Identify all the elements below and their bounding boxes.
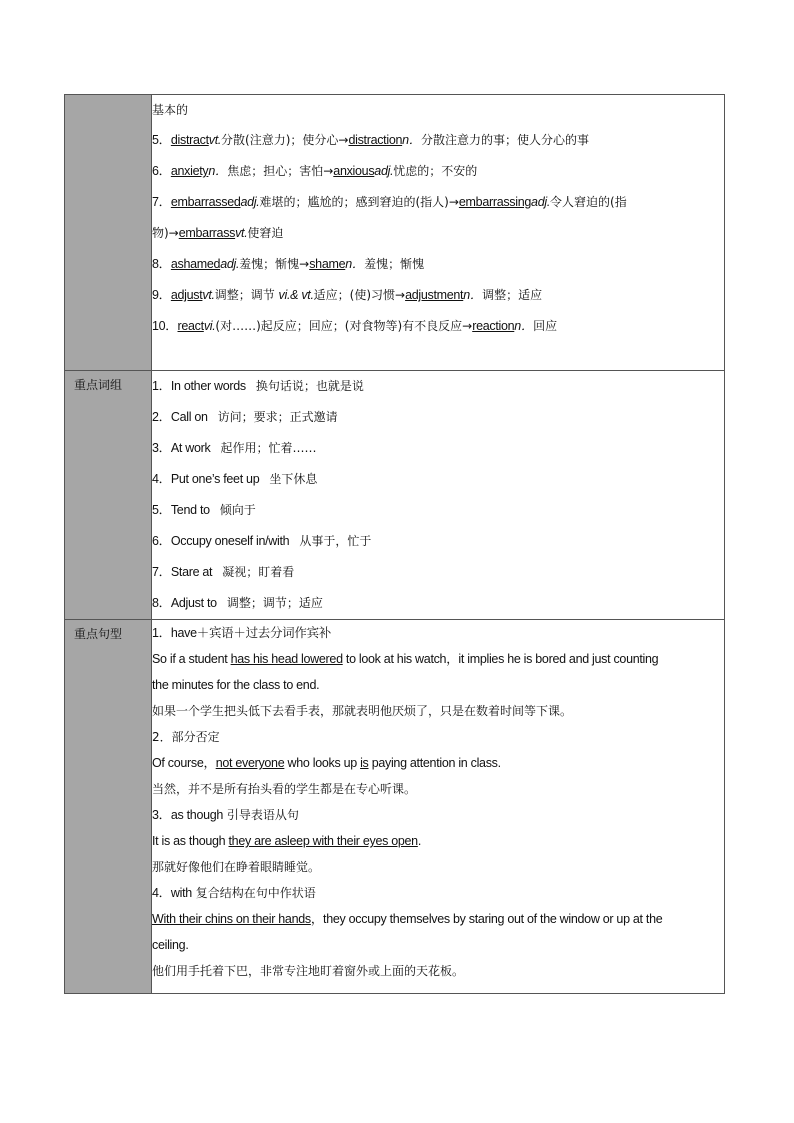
- phrase-en: Tend to: [170, 503, 210, 517]
- vocab-def: 分散(注意力)；使分心→: [221, 133, 349, 147]
- vocab-side-cell: [65, 95, 152, 371]
- vocab-derivative-pos: n．: [402, 133, 421, 147]
- vocab-derivative: distraction: [348, 133, 403, 147]
- vocab-cell: [152, 95, 725, 371]
- vocab-derivative-pos: adj.: [531, 195, 551, 209]
- vocab-item: [152, 249, 724, 280]
- phrase-cn: 起作用；忙着……: [220, 441, 317, 455]
- s3-title: 3．as though 引导表语从句: [152, 808, 299, 822]
- vocab-derivative-def: 分散注意力的事；使人分心的事: [421, 133, 590, 147]
- vocab-derivative-def: 羞愧；惭愧: [364, 257, 425, 271]
- phrase-en: Put one’s feet up: [170, 472, 260, 486]
- phrase-item: [152, 464, 724, 495]
- vocab-word: ashamed: [170, 257, 221, 271]
- vocab-derivative-pos: n．: [345, 257, 365, 271]
- phrase-num: 2．: [152, 410, 171, 424]
- phrase-en: Occupy oneself in/with: [170, 534, 290, 548]
- vocab-list: [152, 125, 724, 342]
- phrase-item: [152, 588, 724, 619]
- phrase-item: [152, 402, 724, 433]
- vocab-num: 5．: [152, 133, 171, 147]
- phrase-cn: 倾向于: [219, 503, 256, 517]
- vocab-item: [152, 311, 724, 342]
- vocab-pos: adj.: [220, 257, 240, 271]
- vocab-derivative: shame: [309, 257, 346, 271]
- phrase-cn: 坐下休息: [269, 472, 318, 486]
- phrase-en: Call on: [170, 410, 208, 424]
- vocab-cont-pos: vt.: [235, 226, 248, 240]
- phrase-num: 4．: [152, 472, 171, 486]
- phrase-item: [152, 433, 724, 464]
- vocab-pos: adj.: [240, 195, 260, 209]
- vocab-word: embarrassed: [170, 195, 241, 209]
- vocab-derivative: adjustment: [405, 288, 464, 302]
- vocab-def: 调整；调节: [214, 288, 279, 302]
- sentences-cell: [152, 620, 725, 994]
- vocab-derivative: anxious: [333, 164, 375, 178]
- vocab-cont-def: 使窘迫: [247, 226, 284, 240]
- phrase-en: At work: [170, 441, 211, 455]
- vocab-intro: 基本的: [152, 103, 189, 117]
- vocab-word: distract: [170, 133, 209, 147]
- phrase-num: 8．: [152, 596, 171, 610]
- vocab-num: 10．: [152, 319, 178, 333]
- s1-title: 1．have＋宾语＋过去分词作宾补: [152, 626, 331, 640]
- vocab-num: 8．: [152, 257, 171, 271]
- sentences-label: 重点句型: [74, 627, 123, 641]
- s3-line1: It is as though they are asleep with their eyes open.: [152, 834, 422, 848]
- vocab-derivative-def: 回应: [533, 319, 558, 333]
- vocab-def: 难堪的；尴尬的；感到窘迫的(指人)→: [259, 195, 459, 209]
- phrase-cn: 换句话说；也就是说: [255, 379, 364, 393]
- phrase-item: [152, 371, 724, 402]
- vocab-derivative-pos: n．: [514, 319, 534, 333]
- s2-title: 2．部分否定: [152, 730, 220, 744]
- vocab-derivative-def: 调整；适应: [482, 288, 543, 302]
- vocab-num: 9．: [152, 288, 171, 302]
- phrase-cn: 调整；调节；适应: [226, 596, 323, 610]
- phrases-cell: [152, 371, 725, 620]
- phrases-side-cell: [65, 371, 152, 620]
- phrase-item: [152, 526, 724, 557]
- vocab-word: react: [177, 319, 204, 333]
- phrase-en: Stare at: [170, 565, 213, 579]
- vocab-pos2: vi.& vt.: [278, 288, 314, 302]
- vocab-word: anxiety: [170, 164, 209, 178]
- phrase-num: 6．: [152, 534, 171, 548]
- phrase-en: Adjust to: [170, 596, 217, 610]
- phrase-num: 3．: [152, 441, 171, 455]
- vocab-item: [152, 156, 724, 187]
- s2-line1: Of course，not everyone who looks up is paying attention in class.: [152, 756, 501, 770]
- vocab-derivative-def: 忧虑的；不安的: [393, 164, 478, 178]
- vocab-item: [152, 187, 724, 218]
- vocab-cont-pre: 物)→: [152, 226, 179, 240]
- vocab-pos: n．: [208, 164, 228, 178]
- s1-line1: So if a student has his head lowered to look at his watch，it implies he is bored and just counting: [152, 652, 659, 666]
- s2-cn: 当然，并不是所有抬头看的学生都是在专心听课。: [152, 782, 417, 796]
- vocab-num: 7．: [152, 195, 171, 209]
- study-table: [64, 94, 725, 994]
- s3-cn: 那就好像他们在睁着眼睛睡觉。: [152, 860, 321, 874]
- phrase-cn: 凝视；盯着看: [222, 565, 295, 579]
- vocab-word: adjust: [170, 288, 203, 302]
- phrase-item: [152, 495, 724, 526]
- vocab-item: [152, 125, 724, 156]
- vocab-def: 羞愧；惭愧→: [239, 257, 310, 271]
- s4-title: 4．with 复合结构在句中作状语: [152, 886, 316, 900]
- phrases-label: 重点词组: [74, 378, 123, 392]
- s1-cn: 如果一个学生把头低下去看手表，那就表明他厌烦了，只是在数着时间等下课。: [152, 704, 573, 718]
- s4-line1: With their chins on their hands，they occupy themselves by staring out of the window or up at the: [152, 912, 663, 926]
- vocab-num: 6．: [152, 164, 171, 178]
- phrase-num: 5．: [152, 503, 171, 517]
- phrase-cn: 访问；要求；正式邀请: [217, 410, 338, 424]
- vocab-item: [152, 280, 724, 311]
- s4-cn: 他们用手托着下巴，非常专注地盯着窗外或上面的天花板。: [152, 964, 465, 978]
- vocab-pos: vt.: [202, 288, 215, 302]
- vocab-def: 焦虑；担心；害怕→: [227, 164, 334, 178]
- vocab-derivative-pos: adj.: [374, 164, 394, 178]
- vocab-derivative-pos: n．: [463, 288, 483, 302]
- s4-line2: ceiling.: [152, 938, 189, 952]
- phrase-list: [152, 371, 724, 619]
- phrase-num: 1．: [152, 379, 171, 393]
- vocab-derivative-def: 令人窘迫的(指: [550, 195, 627, 209]
- phrase-num: 7．: [152, 565, 171, 579]
- vocab-def: (对……)起反应；回应；(对食物等)有不良反应→: [215, 319, 473, 333]
- vocab-derivative: reaction: [472, 319, 515, 333]
- phrase-en: In other words: [170, 379, 246, 393]
- phrase-item: [152, 557, 724, 588]
- vocab-def2: 适应；(使)习惯→: [313, 288, 406, 302]
- vocab-pos: vi.: [203, 319, 216, 333]
- vocab-item-continuation: [152, 218, 724, 249]
- vocab-derivative: embarrassing: [458, 195, 532, 209]
- vocab-pos: vt.: [208, 133, 222, 147]
- s1-line2: the minutes for the class to end.: [152, 678, 320, 692]
- phrase-cn: 从事于，忙于: [299, 534, 372, 548]
- vocab-cont-word: embarrass: [178, 226, 236, 240]
- sentences-side-cell: [65, 620, 152, 994]
